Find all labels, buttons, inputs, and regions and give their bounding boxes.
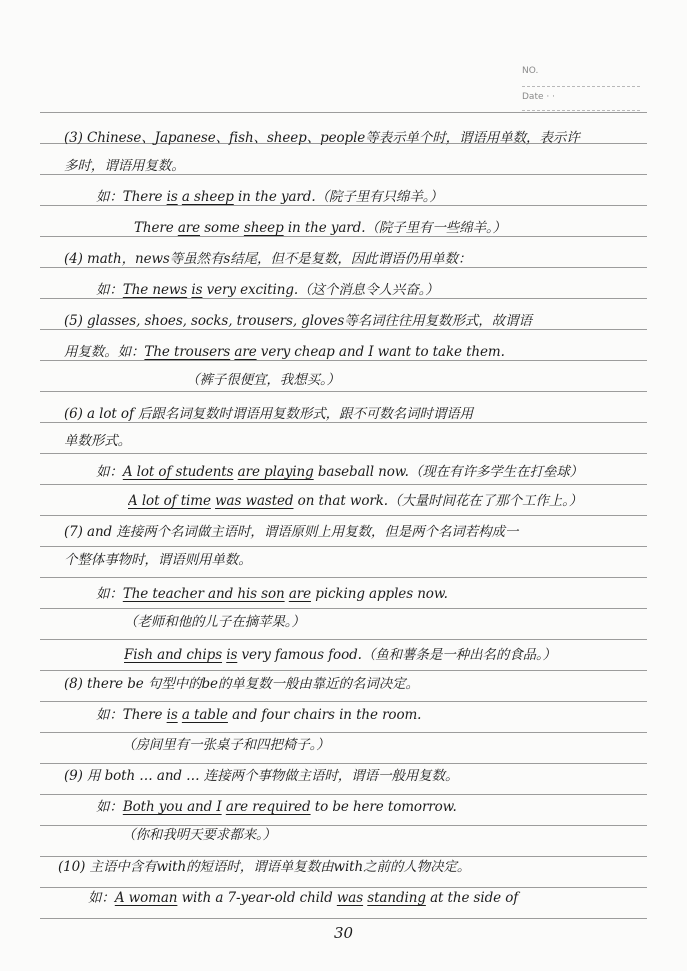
rule-6-example-1: 如：A lot of students are playing baseball now.（现在有许多学生在打垒球） [96,464,584,480]
ruled-line [40,515,647,516]
ruled-line [40,918,647,919]
rule-9-text: (9) 用 both … and … 连接两个事物做主语时，谓语一般用复数。 [64,768,459,784]
ruled-line [40,701,647,702]
rule-3-example-2: There are some sheep in the yard.（院子里有一些绵羊。） [134,220,507,236]
date-label: Date · · [522,92,555,102]
rule-5-text-line-1: (5) glasses, shoes, socks, trousers, gloves等名词往往用复数形式，故谓语 [64,313,532,329]
ruled-line [40,484,647,485]
ruled-line [40,546,647,547]
rule-3-example-1: 如：There is a sheep in the yard.（院子里有只绵羊。） [96,189,443,205]
ruled-line [40,453,647,454]
ruled-line [40,608,647,609]
rule-8-example: 如：There is a table and four chairs in the room. [96,707,422,723]
rule-6-example-2: A lot of time was wasted on that work.（大量时间花在了那个工作上。） [128,493,583,509]
rule-7-text-line-2: 个整体事物时，谓语则用单数。 [64,552,252,568]
rule-7-example-1: 如：The teacher and his son are picking apples now. [96,586,448,602]
no-label: NO. [522,66,539,76]
ruled-line [40,639,647,640]
rule-6-text-line-2: 单数形式。 [64,433,131,449]
rule-8-translation: （房间里有一张桌子和四把椅子。） [122,737,330,753]
page-number: 30 [333,924,354,942]
rule-7-text-line-1: (7) and 连接两个名词做主语时，谓语原则上用复数，但是两个名词若构成一 [64,524,519,540]
rule-10-text: (10) 主语中含有with的短语时，谓语单复数由with之前的人物决定。 [58,859,471,875]
rule-4-example: 如：The news is very exciting.（这个消息令人兴奋。） [96,282,439,298]
rule-7-example-2: Fish and chips is very famous food.（鱼和薯条是一种出名的食品。） [124,647,557,663]
ruled-line [40,112,647,113]
rule-9-example: 如：Both you and I are required to be here tomorrow. [96,799,457,815]
rule-3-text-line-2: 多时，谓语用复数。 [64,158,185,174]
ruled-line [40,670,647,671]
ruled-line [40,577,647,578]
rule-7-translation-1: （老师和他的儿子在摘苹果。） [124,614,305,630]
rule-4-text: (4) math，news等虽然有s结尾，但不是复数，因此谓语仍用单数： [64,251,472,267]
rule-10-example: 如：A woman with a 7-year-old child was standing at the side of [88,890,519,906]
rule-8-text: (8) there be 句型中的be的单复数一般由靠近的名词决定。 [64,676,419,692]
rule-3-text-line-1: (3) Chinese、Japanese、fish、sheep、people等表示单个时，谓语用单数，表示许 [64,130,580,146]
rule-5-text-line-2: 用复数。如：The trousers are very cheap and I want to take them. [64,344,505,360]
rule-6-text-line-1: (6) a lot of 后跟名词复数时谓语用复数形式，跟不可数名词时谓语用 [64,406,474,422]
rule-9-translation: （你和我明天要求都来。） [122,827,277,843]
rule-5-translation: （裤子很便宜，我想买。） [186,372,341,388]
date-rule [522,110,640,111]
no-rule [522,86,640,87]
